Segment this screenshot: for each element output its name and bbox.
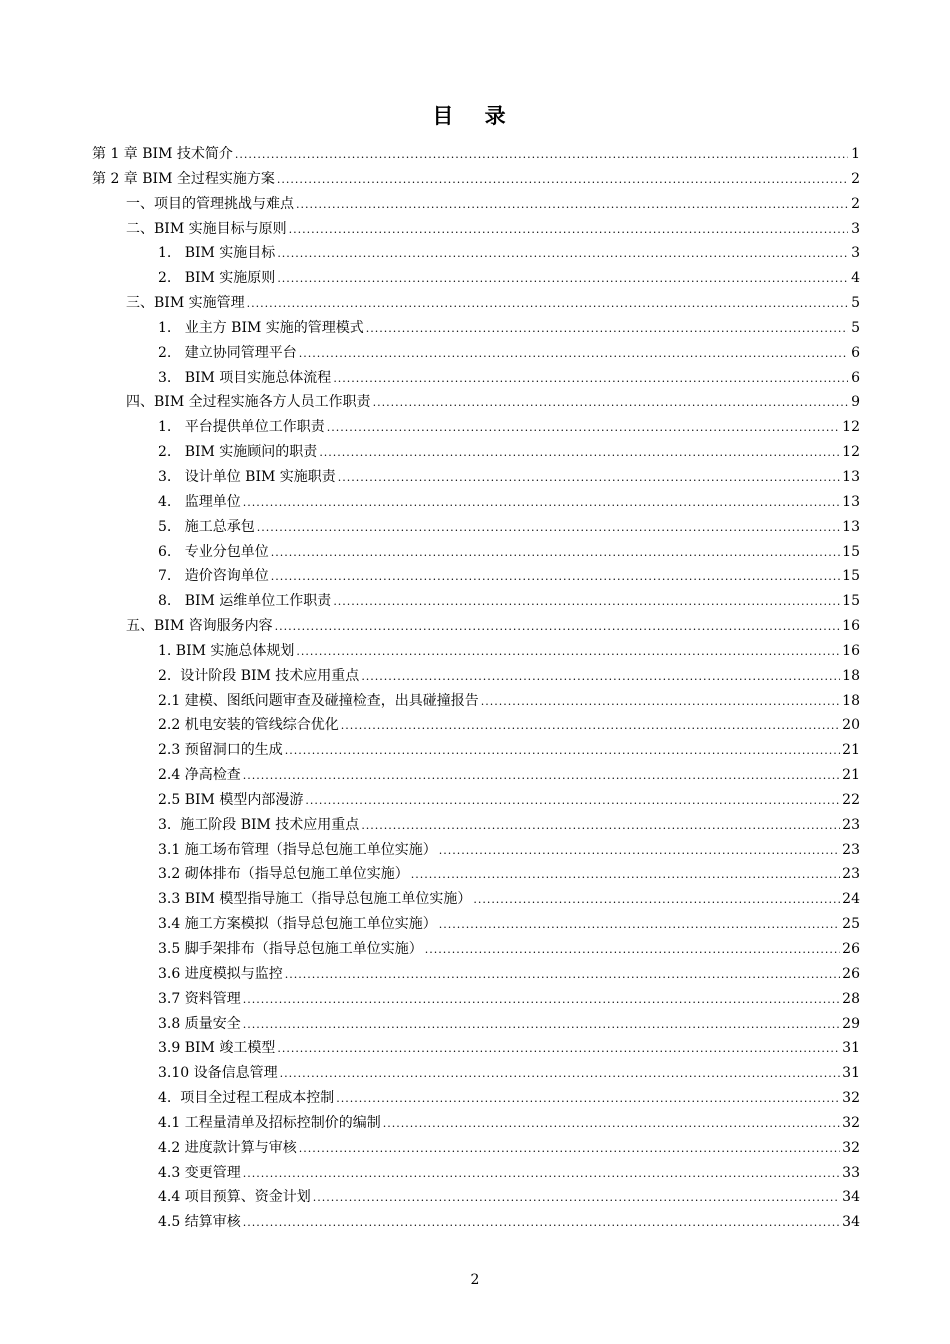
toc-entry-page: 29 bbox=[842, 1015, 860, 1032]
toc-entry[interactable] bbox=[92, 838, 860, 863]
toc-entry[interactable] bbox=[92, 614, 860, 639]
toc-entry[interactable] bbox=[92, 316, 860, 341]
toc-leader-dots bbox=[361, 814, 840, 839]
toc-entry[interactable] bbox=[92, 912, 860, 937]
toc-entry-page: 34 bbox=[842, 1214, 860, 1231]
toc-entry-page: 33 bbox=[842, 1164, 860, 1181]
toc-entry[interactable] bbox=[92, 465, 860, 490]
toc-leader-dots bbox=[271, 541, 840, 566]
toc-entry[interactable] bbox=[92, 415, 860, 440]
toc-entry-label: 4. 监理单位 bbox=[158, 493, 241, 510]
toc-entry[interactable] bbox=[92, 962, 860, 987]
toc-leader-dots bbox=[425, 938, 840, 963]
toc-leader-dots bbox=[277, 267, 848, 292]
toc-entry-page: 31 bbox=[842, 1040, 860, 1057]
toc-leader-dots bbox=[243, 988, 840, 1013]
toc-leader-dots bbox=[277, 1037, 840, 1062]
toc-entry-page: 2 bbox=[851, 170, 860, 187]
toc-entry-page: 13 bbox=[842, 493, 860, 510]
toc-entry-page: 28 bbox=[842, 990, 860, 1007]
toc-entry[interactable] bbox=[92, 341, 860, 366]
toc-entry[interactable] bbox=[92, 813, 860, 838]
toc-entry-label: 3.6 进度模拟与监控 bbox=[158, 965, 283, 982]
toc-entry[interactable] bbox=[92, 217, 860, 242]
toc-entry-label: 2.1 建模、图纸问题审查及碰撞检查，出具碰撞报告 bbox=[158, 692, 479, 709]
toc-entry-label: 4.2 进度款计算与审核 bbox=[158, 1139, 297, 1156]
toc-entry-page: 32 bbox=[842, 1090, 860, 1107]
toc-leader-dots bbox=[319, 441, 840, 466]
toc-entry[interactable] bbox=[92, 564, 860, 589]
toc-entry-page: 34 bbox=[842, 1189, 860, 1206]
toc-leader-dots bbox=[366, 317, 848, 342]
toc-entry-page: 5 bbox=[851, 295, 860, 312]
toc-entry-label: 2. 设计阶段 BIM 技术应用重点 bbox=[158, 667, 360, 684]
toc-entry-page: 9 bbox=[851, 394, 860, 411]
toc-entry-label: 6. 专业分包单位 bbox=[158, 543, 269, 560]
toc-entry-label: 三、BIM 实施管理 bbox=[126, 295, 245, 312]
toc-entry-label: 4. 项目全过程工程成本控制 bbox=[158, 1090, 335, 1107]
toc-entry-page: 20 bbox=[842, 717, 860, 734]
toc-leader-dots bbox=[247, 292, 848, 317]
toc-entry-page: 21 bbox=[842, 767, 860, 784]
toc-entry-label: 2.5 BIM 模型内部漫游 bbox=[158, 791, 304, 808]
toc-leader-dots bbox=[341, 714, 840, 739]
toc-entry-page: 3 bbox=[851, 245, 860, 262]
toc-entry[interactable] bbox=[92, 142, 860, 167]
toc-entry-page: 4 bbox=[851, 270, 860, 287]
toc-leader-dots bbox=[305, 789, 840, 814]
toc-entry-label: 3.4 施工方案模拟（指导总包施工单位实施） bbox=[158, 916, 437, 933]
toc-leader-dots bbox=[243, 1162, 840, 1187]
toc-leader-dots bbox=[243, 491, 840, 516]
toc-entry-page: 13 bbox=[842, 468, 860, 485]
toc-leader-dots bbox=[299, 1137, 840, 1162]
toc-entry-label: 5. 施工总承包 bbox=[158, 518, 255, 535]
toc-entry-page: 31 bbox=[842, 1065, 860, 1082]
toc-entry-label: 1. 平台提供单位工作职责 bbox=[158, 419, 325, 436]
toc-leader-dots bbox=[243, 1211, 840, 1236]
toc-entry[interactable] bbox=[92, 266, 860, 291]
toc-entry-label: 第 2 章 BIM 全过程实施方案 bbox=[92, 170, 275, 187]
toc-entry-label: 3. 施工阶段 BIM 技术应用重点 bbox=[158, 816, 360, 833]
toc-entry-label: 1. BIM 实施总体规划 bbox=[158, 642, 295, 659]
toc-entry[interactable] bbox=[92, 167, 860, 192]
toc-entry[interactable] bbox=[92, 241, 860, 266]
toc-entry[interactable] bbox=[92, 390, 860, 415]
toc-leader-dots bbox=[411, 863, 840, 888]
toc-entry-page: 21 bbox=[842, 742, 860, 759]
toc-entry-label: 二、BIM 实施目标与原则 bbox=[126, 220, 287, 237]
toc-entry[interactable] bbox=[92, 887, 860, 912]
toc-entry-page: 25 bbox=[842, 916, 860, 933]
toc-entry-page: 6 bbox=[851, 369, 860, 386]
toc-entry[interactable] bbox=[92, 1210, 860, 1235]
toc-entry[interactable] bbox=[92, 440, 860, 465]
toc-entry-page: 18 bbox=[842, 667, 860, 684]
toc-entry[interactable] bbox=[92, 589, 860, 614]
toc-leader-dots bbox=[275, 615, 841, 640]
toc-entry-label: 3.9 BIM 竣工模型 bbox=[158, 1040, 276, 1057]
toc-entry-page: 2 bbox=[851, 195, 860, 212]
toc-leader-dots bbox=[481, 690, 840, 715]
toc-entry-label: 3. BIM 项目实施总体流程 bbox=[158, 369, 332, 386]
toc-entry[interactable] bbox=[92, 738, 860, 763]
toc-entry-page: 23 bbox=[842, 816, 860, 833]
toc-entry-label: 7. 造价咨询单位 bbox=[158, 568, 269, 585]
toc-leader-dots bbox=[235, 143, 848, 168]
toc-entry-page: 23 bbox=[842, 841, 860, 858]
toc-entry-page: 16 bbox=[842, 642, 860, 659]
toc-entry[interactable] bbox=[92, 291, 860, 316]
toc-entry-label: 2.3 预留洞口的生成 bbox=[158, 742, 283, 759]
toc-entry-label: 第 1 章 BIM 技术简介 bbox=[92, 146, 233, 162]
toc-entry-page: 18 bbox=[842, 692, 860, 709]
toc-entry[interactable] bbox=[92, 689, 860, 714]
toc-entry[interactable] bbox=[92, 366, 860, 391]
toc-entry-page: 32 bbox=[842, 1139, 860, 1156]
toc-entry[interactable] bbox=[92, 937, 860, 962]
toc-entry-label: 4.4 项目预算、资金计划 bbox=[158, 1189, 311, 1206]
toc-leader-dots bbox=[333, 590, 840, 615]
toc-entry[interactable] bbox=[92, 1061, 860, 1086]
toc-entry-page: 12 bbox=[842, 419, 860, 436]
toc-leader-dots bbox=[333, 367, 848, 392]
toc-leader-dots bbox=[257, 516, 840, 541]
page-title: 目 录 bbox=[432, 103, 518, 128]
toc-entry[interactable] bbox=[92, 987, 860, 1012]
toc-entry-label: 四、BIM 全过程实施各方人员工作职责 bbox=[126, 394, 371, 411]
toc-entry-label: 3.5 脚手架排布（指导总包施工单位实施） bbox=[158, 941, 423, 957]
toc-entry[interactable] bbox=[92, 490, 860, 515]
table-of-contents bbox=[92, 142, 860, 1235]
toc-entry[interactable] bbox=[92, 713, 860, 738]
toc-leader-dots bbox=[299, 342, 848, 367]
toc-entry-label: 1. BIM 实施目标 bbox=[158, 245, 276, 262]
toc-entry[interactable] bbox=[92, 1161, 860, 1186]
toc-entry-label: 3.3 BIM 模型指导施工（指导总包施工单位实施） bbox=[158, 891, 472, 908]
page-number: 2 bbox=[470, 1272, 480, 1288]
toc-entry-label: 2. 建立协同管理平台 bbox=[158, 344, 297, 361]
toc-entry-page: 3 bbox=[851, 220, 860, 237]
toc-entry-label: 2. BIM 实施顾问的职责 bbox=[158, 444, 318, 461]
toc-entry-page: 15 bbox=[842, 543, 860, 560]
toc-entry-label: 2.4 净高检查 bbox=[158, 767, 241, 784]
toc-entry-label: 1. 业主方 BIM 实施的管理模式 bbox=[158, 319, 364, 336]
toc-entry-page: 22 bbox=[842, 791, 860, 808]
toc-entry[interactable] bbox=[92, 1111, 860, 1136]
toc-entry-page: 15 bbox=[842, 568, 860, 585]
toc-entry-label: 3. 设计单位 BIM 实施职责 bbox=[158, 468, 336, 485]
toc-leader-dots bbox=[338, 466, 840, 491]
toc-entry-label: 4.5 结算审核 bbox=[158, 1214, 241, 1231]
toc-leader-dots bbox=[327, 416, 840, 441]
toc-entry-page: 13 bbox=[842, 518, 860, 535]
toc-entry-page: 12 bbox=[842, 444, 860, 461]
toc-entry-label: 3.10 设备信息管理 bbox=[158, 1065, 278, 1082]
toc-leader-dots bbox=[277, 168, 848, 193]
toc-entry[interactable] bbox=[92, 639, 860, 664]
toc-entry[interactable] bbox=[92, 1136, 860, 1161]
toc-leader-dots bbox=[383, 1112, 840, 1137]
toc-entry-page: 6 bbox=[851, 344, 860, 361]
toc-leader-dots bbox=[313, 1186, 840, 1211]
toc-entry[interactable] bbox=[92, 862, 860, 887]
toc-entry-page: 24 bbox=[842, 891, 860, 908]
toc-entry-label: 一、项目的管理挑战与难点 bbox=[126, 195, 294, 212]
toc-leader-dots bbox=[285, 739, 840, 764]
toc-entry-page: 16 bbox=[842, 618, 860, 635]
toc-entry-label: 3.1 施工场布管理（指导总包施工单位实施） bbox=[158, 841, 437, 858]
toc-entry-page: 15 bbox=[842, 593, 860, 610]
toc-entry-label: 4.3 变更管理 bbox=[158, 1164, 241, 1181]
toc-leader-dots bbox=[285, 963, 840, 988]
toc-entry-label: 3.7 资料管理 bbox=[158, 990, 241, 1007]
toc-entry-page: 26 bbox=[842, 941, 860, 957]
toc-entry-page: 32 bbox=[842, 1114, 860, 1131]
toc-entry-label: 3.2 砌体排布（指导总包施工单位实施） bbox=[158, 866, 409, 883]
toc-leader-dots bbox=[280, 1062, 841, 1087]
toc-leader-dots bbox=[439, 839, 840, 864]
toc-entry-label: 五、BIM 咨询服务内容 bbox=[126, 618, 273, 635]
toc-entry-label: 4.1 工程量清单及招标控制价的编制 bbox=[158, 1114, 381, 1131]
toc-entry[interactable] bbox=[92, 540, 860, 565]
toc-leader-dots bbox=[373, 391, 848, 416]
toc-entry[interactable] bbox=[92, 1036, 860, 1061]
toc-entry[interactable] bbox=[92, 1012, 860, 1037]
toc-entry-page: 23 bbox=[842, 866, 860, 883]
toc-entry-label: 2.2 机电安装的管线综合优化 bbox=[158, 717, 339, 734]
toc-entry[interactable] bbox=[92, 788, 860, 813]
toc-entry-page: 1 bbox=[851, 146, 860, 162]
toc-leader-dots bbox=[336, 1087, 840, 1112]
toc-leader-dots bbox=[243, 1013, 840, 1038]
toc-entry-label: 8. BIM 运维单位工作职责 bbox=[158, 593, 332, 610]
toc-entry[interactable] bbox=[92, 763, 860, 788]
toc-entry[interactable] bbox=[92, 1185, 860, 1210]
toc-leader-dots bbox=[296, 640, 840, 665]
toc-leader-dots bbox=[439, 913, 840, 938]
toc-leader-dots bbox=[289, 218, 848, 243]
toc-leader-dots bbox=[296, 193, 848, 218]
toc-leader-dots bbox=[243, 764, 840, 789]
toc-leader-dots bbox=[361, 665, 840, 690]
toc-entry-label: 3.8 质量安全 bbox=[158, 1015, 241, 1032]
toc-entry-page: 5 bbox=[851, 319, 860, 336]
toc-entry-page: 26 bbox=[842, 965, 860, 982]
toc-entry[interactable] bbox=[92, 192, 860, 217]
toc-entry[interactable] bbox=[92, 515, 860, 540]
toc-leader-dots bbox=[277, 242, 848, 267]
toc-entry[interactable] bbox=[92, 664, 860, 689]
toc-entry-label: 2. BIM 实施原则 bbox=[158, 270, 276, 287]
toc-leader-dots bbox=[473, 888, 840, 913]
toc-entry[interactable] bbox=[92, 1086, 860, 1111]
toc-leader-dots bbox=[271, 565, 840, 590]
